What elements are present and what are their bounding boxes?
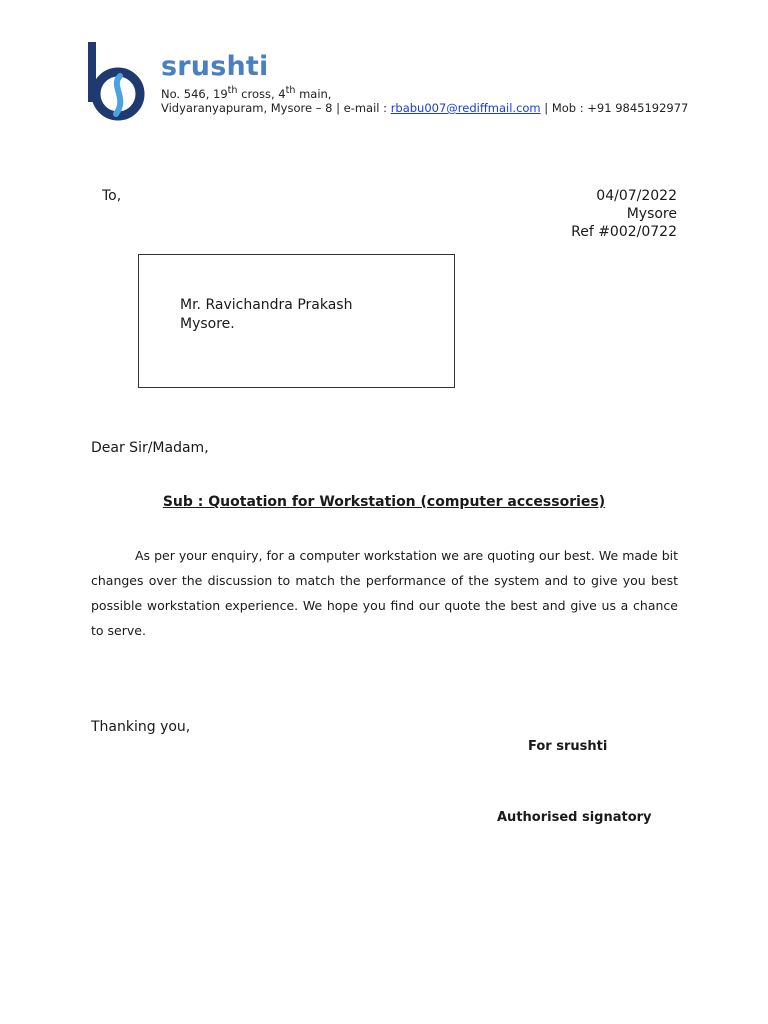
recipient-name: Mr. Ravichandra Prakash xyxy=(180,297,353,313)
recipient-address xyxy=(180,296,352,334)
letter-ref: Ref #002/0722 xyxy=(571,224,677,240)
letter-meta xyxy=(571,187,677,241)
for-company: For srushti xyxy=(528,739,608,754)
authorised-signatory: Authorised signatory xyxy=(497,810,652,825)
subject-line xyxy=(0,494,768,510)
address-line-2: Vidyaranyapuram, Mysore – 8 | e-mail : rbabu007@rediffmail.com | Mob : +91 9845192977 xyxy=(161,101,689,115)
body-paragraph: As per your enquiry, for a computer workstation we are quoting our best. We made bit changes over the discussion to match the performance of the system and to give you best possible workstation experience. We hope you find our quote the best and give us a chance to serve. xyxy=(91,548,678,638)
greeting: Dear Sir/Madam, xyxy=(91,440,209,456)
recipient-city: Mysore. xyxy=(180,316,235,332)
letter-place: Mysore xyxy=(626,206,677,222)
email-link[interactable]: rbabu007@rediffmail.com xyxy=(390,101,541,115)
to-label: To, xyxy=(102,188,122,204)
closing: Thanking you, xyxy=(91,719,191,735)
address-line-1: No. 546, 19th cross, 4th main, xyxy=(161,85,332,101)
letter-date: 04/07/2022 xyxy=(596,188,677,204)
srushti-logo-icon xyxy=(88,40,148,124)
company-name: srushti xyxy=(161,51,269,82)
subject-text: Sub : Quotation for Workstation (computer accessories) xyxy=(162,494,606,510)
